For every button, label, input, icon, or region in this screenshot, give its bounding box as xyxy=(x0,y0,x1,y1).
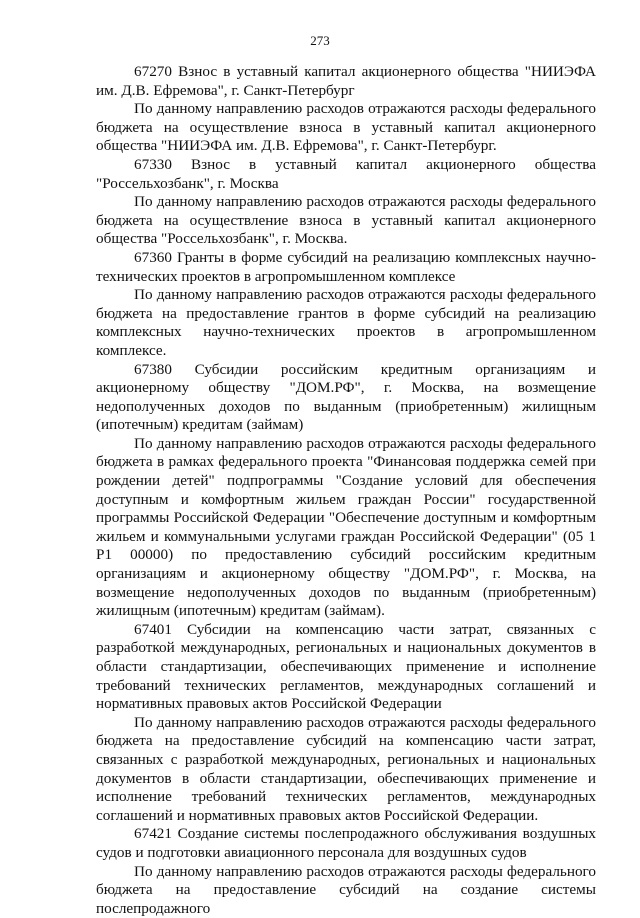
paragraph: 67421 Создание системы послепродажного обслуживания воздушных судов и подготовки авиационного персонала для воздушных судов xyxy=(96,825,596,861)
paragraph: По данному направлению расходов отражаются расходы федерального бюджета на предоставление субсидий на создание системы послепродажного xyxy=(96,862,596,917)
paragraph: По данному направлению расходов отражаются расходы федерального бюджета в рамках федерального проекта "Финансовая поддержка семей при рождении детей" подпрограммы "Создание условий для обеспечения доступным и комфортным жильем граждан России" государственной программы Российской Федерации "Обеспечение доступным и комфортным жильем и коммунальными услугами граждан Российской Федерации" (05 1 P1 00000) по предоставлению субсидий российским кредитным организациям и акционерному обществу "ДОМ.РФ", г. Москва, на возмещение недополученных доходов по выданным (приобретенным) жилищным (ипотечным) кредитам (займам). xyxy=(96,434,596,620)
page-number: 273 xyxy=(310,33,330,48)
paragraph: 67380 Субсидии российским кредитным организациям и акционерному обществу "ДОМ.РФ", г. Москва, на возмещение недополученных доходов по выданным (приобретенным) жилищным (ипотечным) кредитам (займам) xyxy=(96,360,596,434)
paragraph: По данному направлению расходов отражаются расходы федерального бюджета на предоставление грантов в форме субсидий на реализацию комплексных научно-технических проектов в агропромышленном комплексе. xyxy=(96,286,596,359)
paragraph: 67270 Взнос в уставный капитал акционерного общества "НИИЭФА им. Д.В. Ефремова", г. Санкт-Петербург xyxy=(96,63,596,99)
paragraph: 67360 Гранты в форме субсидий на реализацию комплексных научно-технических проектов в агропромышленном комплексе xyxy=(96,248,596,285)
document-body xyxy=(96,63,596,918)
paragraph: По данному направлению расходов отражаются расходы федерального бюджета на осуществление взноса в уставный капитал акционерного общества "Россельхозбанк", г. Москва. xyxy=(96,193,596,248)
paragraph: По данному направлению расходов отражаются расходы федерального бюджета на предоставление субсидий на компенсацию части затрат, связанных с разработкой международных, региональных и национальных документов в области стандартизации, обеспечивающих применение и исполнение требований технических регламентов, международных соглашений и нормативных правовых актов Российской Федерации. xyxy=(96,713,596,824)
paragraph: 67330 Взнос в уставный капитал акционерного общества "Россельхозбанк", г. Москва xyxy=(96,155,596,192)
paragraph: 67401 Субсидии на компенсацию части затрат, связанных с разработкой международных, региональных и национальных документов в области стандартизации, обеспечивающих применение и исполнение требований технических регламентов, международных соглашений и нормативных правовых актов Российской Федерации xyxy=(96,620,596,713)
paragraph: По данному направлению расходов отражаются расходы федерального бюджета на осуществление взноса в уставный капитал акционерного общества "НИИЭФА им. Д.В. Ефремова", г. Санкт-Петербург. xyxy=(96,100,596,155)
